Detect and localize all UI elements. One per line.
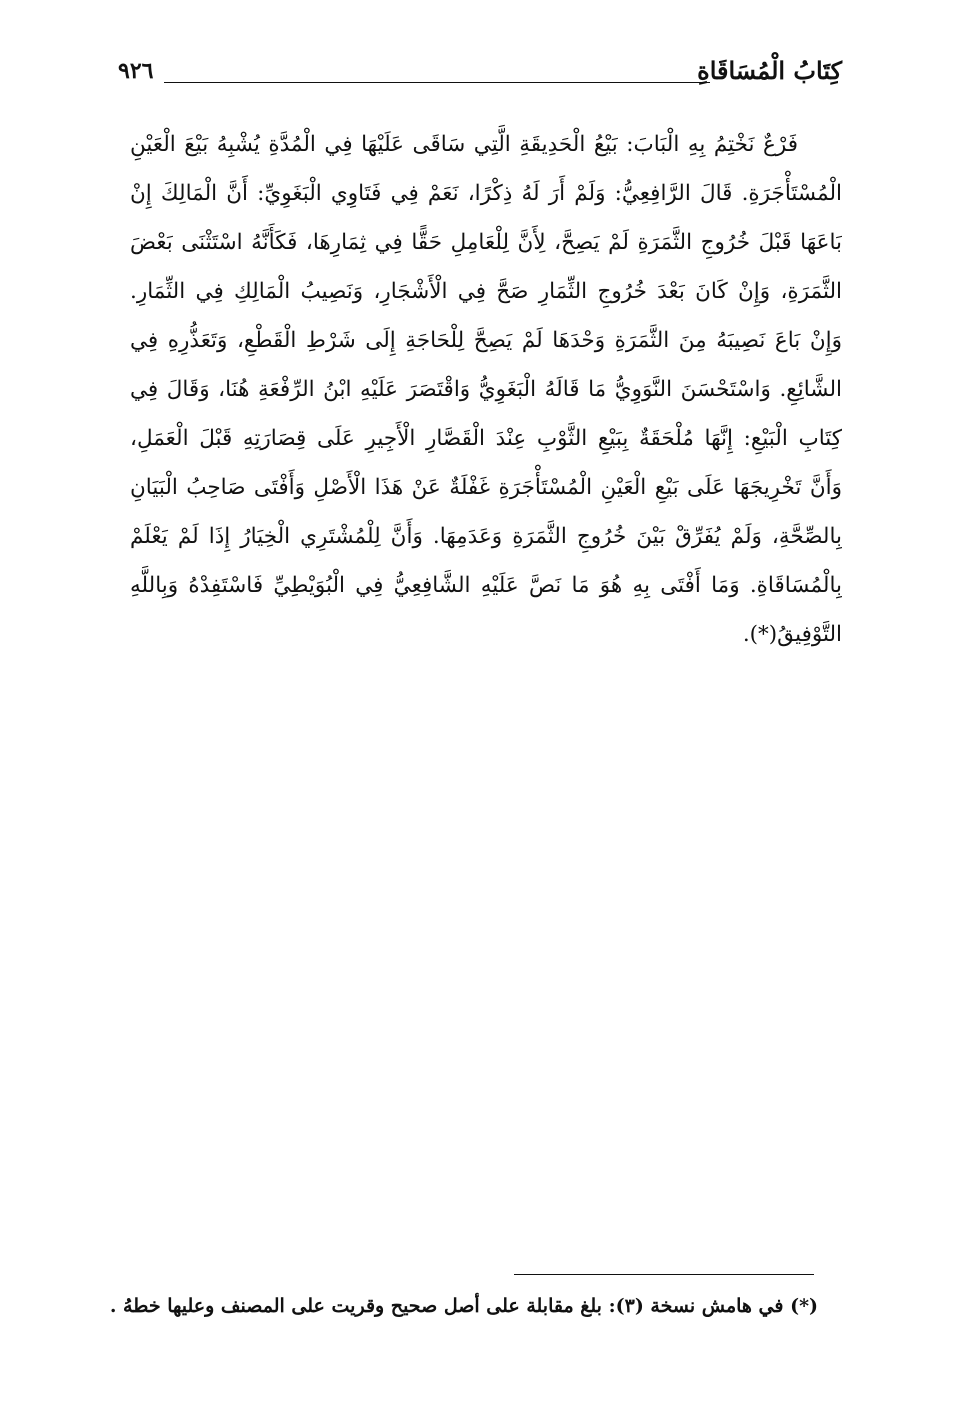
- text-line: الثَّمَرَةِ، وَإِنْ كَانَ بَعْدَ خُرُوجِ الثِّمَارِ صَحَّ فِي الْأَشْجَارِ، وَنَصِيبُ الْمَالِكِ فِي الثِّمَارِ.: [130, 279, 842, 304]
- text-line: الشَّائِعِ. وَاسْتَحْسَنَ النَّوَوِيُّ مَا قَالَهُ الْبَغَوِيُّ وَاقْتَصَرَ عَلَيْهِ ابْنُ الرِّفْعَةِ هُنَا، وَقَالَ فِي: [130, 377, 842, 402]
- page-number: ٩٢٦: [118, 58, 154, 84]
- text-line: بِالْمُسَاقَاةِ. وَمَا أَفْتَى بِهِ هُوَ مَا نَصَّ عَلَيْهِ الشَّافِعِيُّ فِي الْبُوَيْطِيِّ فَاسْتَفِدْهُ وَبِاللَّهِ: [130, 573, 842, 598]
- text-line: وَأَنَّ تَخْرِيجَهَا عَلَى بَيْعِ الْعَيْنِ الْمُسْتَأْجَرَةِ غَفْلَةٌ عَنْ هَذَا الْأَصْلِ وَأَفْتَى صَاحِبُ الْبَيَانِ: [130, 475, 842, 500]
- text-line: بِالصِّحَّةِ، وَلَمْ يُفَرِّقْ بَيْنَ خُرُوجِ الثَّمَرَةِ وَعَدَمِهَا. وَأَنَّ لِلْمُشْتَرِي الْخِيَارُ إِذَا لَمْ يَعْلَمْ: [130, 524, 842, 549]
- header-rule: [164, 82, 710, 83]
- text-line: بَاعَهَا قَبْلَ خُرُوجِ الثَّمَرَةِ لَمْ يَصِحَّ، لِأَنَّ لِلْعَامِلِ حَقًّا فِي ثِمَارِهَا، فَكَأَنَّهُ اسْتَثْنَى بَعْضَ: [130, 230, 842, 255]
- running-header: [118, 52, 842, 92]
- text-line: الْمُسْتَأْجَرَةِ. قَالَ الرَّافِعِيُّ: وَلَمْ أَرَ لَهُ ذِكْرًا، نَعَمْ فِي فَتَاوِي الْبَغَوِيِّ: أَنَّ الْمَالِكَ إِنْ: [130, 181, 842, 206]
- main-text: [130, 120, 842, 659]
- footnote-separator: [514, 1274, 814, 1275]
- text-line: كِتَابِ الْبَيْعِ: إِنَّهَا مُلْحَقَةٌ بِبَيْعِ الثَّوْبِ عِنْدَ الْقَصَّارِ الْأَجِيرِ عَلَى قِصَارَتِهِ قَبْلَ الْعَمَلِ،: [130, 426, 842, 451]
- chapter-title: كِتَابُ الْمُسَاقَاةِ: [697, 56, 842, 85]
- footnote: (*) في هامش نسخة (٣): بلغ مقابلة على أصل صحيح وقريت على المصنف وعليها خطهُ .: [109, 1295, 818, 1317]
- text-line: فَرْعٌ نَخْتِمُ بِهِ الْبَابَ: بَيْعُ الْحَدِيقَةِ الَّتِي سَاقَى عَلَيْهَا فِي الْمُدَّةِ يُشْبِهُ بَيْعَ الْعَيْنِ: [130, 132, 798, 157]
- text-line: التَّوْفِيقُ(*).: [742, 622, 842, 647]
- text-line: وَإِنْ بَاعَ نَصِيبَهُ مِنَ الثَّمَرَةِ وَحْدَهَا لَمْ يَصِحَّ لِلْحَاجَةِ إِلَى شَرْطِ الْقَطْعِ، وَتَعَذُّرِهِ فِي: [130, 328, 842, 353]
